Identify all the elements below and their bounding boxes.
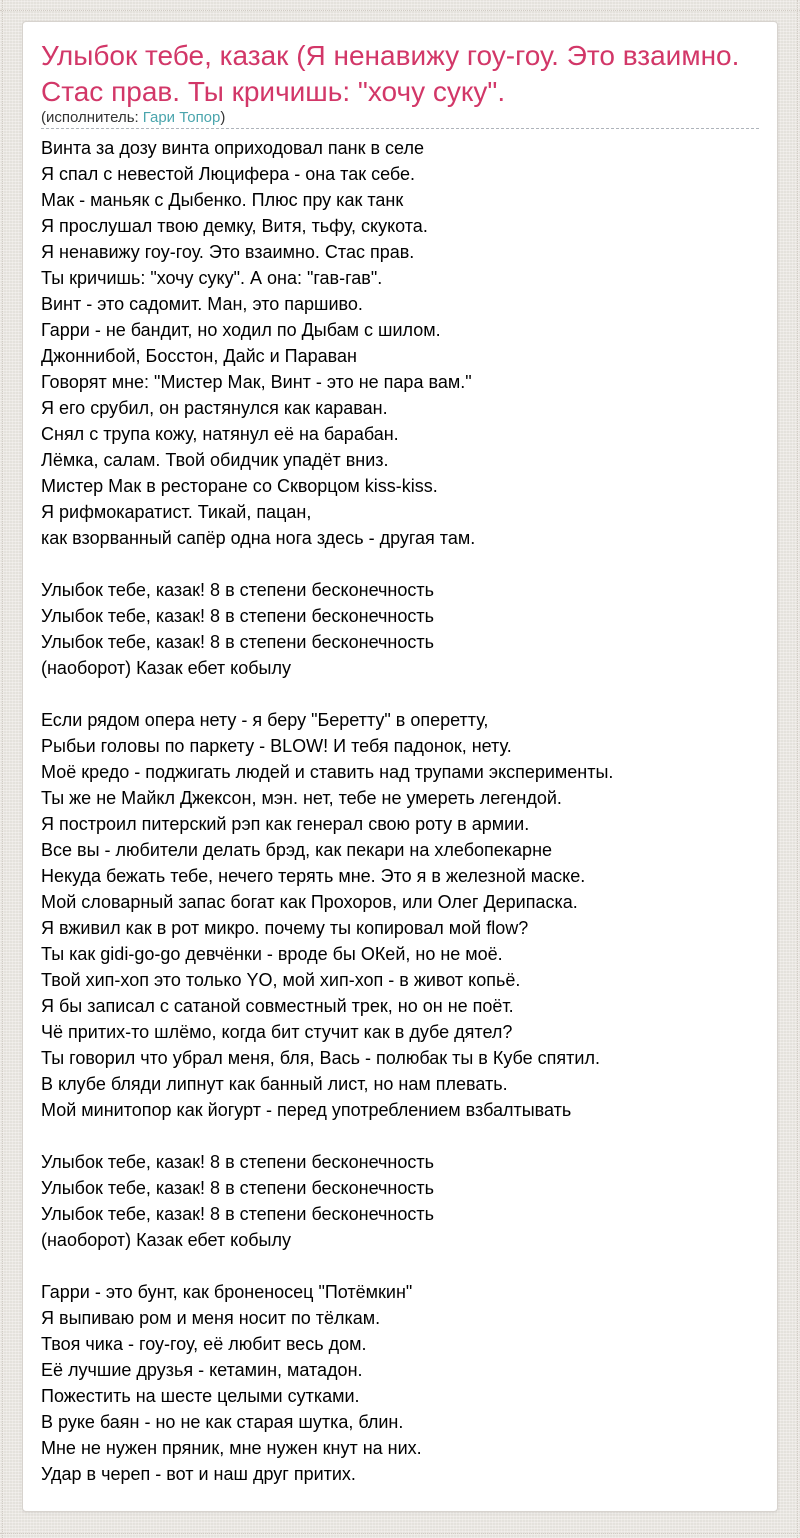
lyric-line: Лёмка, салам. Твой обидчик упадёт вниз. — [41, 450, 389, 470]
lyric-line: В руке баян - но не как старая шутка, блин. — [41, 1412, 404, 1432]
lyric-line: Винт - это садомит. Ман, это паршиво. — [41, 294, 363, 314]
lyric-line: Винта за дозу винта оприходовал панк в селе — [41, 138, 424, 158]
lyric-line: Гарри - не бандит, но ходил по Дыбам с шилом. — [41, 320, 441, 340]
lyric-line: Мне не нужен пряник, мне нужен кнут на них. — [41, 1438, 422, 1458]
lyric-line: Все вы - любители делать брэд, как пекари на хлебопекарне — [41, 840, 553, 860]
lyric-line: Я его срубил, он растянулся как караван. — [41, 398, 388, 418]
lyric-line: Некуда бежать тебе, нечего терять мне. Это я в железной маске. — [41, 866, 586, 886]
lyric-line: Мак - маньяк с Дыбенко. Плюс пру как танк — [41, 190, 404, 210]
lyric-line: Улыбок тебе, казак! 8 в степени бесконечность — [41, 606, 434, 626]
dashed-divider — [41, 128, 759, 129]
lyric-line: Твой хип-хоп это только YO, мой хип-хоп - в живот копьё. — [41, 970, 521, 990]
lyric-line: Если рядом опера нету - я беру "Беретту" в оперетту, — [41, 710, 489, 730]
lyric-line: Рыбьи головы по паркету - BLOW! И тебя падонок, нету. — [41, 736, 512, 756]
lyric-line: Ты кричишь: "хочу суку". А она: "гав-гав". — [41, 268, 383, 288]
lyric-line: Улыбок тебе, казак! 8 в степени бесконечность — [41, 580, 434, 600]
lyric-line: Я построил питерский рэп как генерал свою роту в армии. — [41, 814, 530, 834]
lyric-line: Я ненавижу гоу-гоу. Это взаимно. Стас прав. — [41, 242, 415, 262]
stanza — [41, 577, 759, 681]
lyric-line: Твоя чика - гоу-гоу, её любит весь дом. — [41, 1334, 367, 1354]
lyric-line: Удар в череп - вот и наш друг притих. — [41, 1464, 356, 1484]
artist-close-paren: ) — [220, 109, 226, 126]
lyric-line: Улыбок тебе, казак! 8 в степени бесконечность — [41, 1178, 434, 1198]
lyric-line: (наоборот) Казак ебет кобылу — [41, 658, 291, 678]
lyric-line: Ты говорил что убрал меня, бля, Вась - полюбак ты в Кубе спятил. — [41, 1048, 600, 1068]
lyrics-text — [41, 135, 759, 1487]
lyric-line: Я выпиваю ром и меня носит по тёлкам. — [41, 1308, 381, 1328]
song-title: Улыбок тебе, казак (Я ненавижу гоу-гоу. Это взаимно. Стас прав. Ты кричишь: "хочу суку". — [41, 40, 740, 107]
lyric-line: Чё притих-то шлёмо, когда бит стучит как в дубе дятел? — [41, 1022, 513, 1042]
lyric-line: Я прослушал твою демку, Витя, тьфу, скукота. — [41, 216, 428, 236]
background-right-dotted-line — [797, 0, 798, 1538]
lyric-line: Мистер Мак в ресторане со Скворцом kiss-kiss. — [41, 476, 438, 496]
background-bottom-dotted-line — [0, 1533, 800, 1534]
lyric-line: Говорят мне: "Мистер Мак, Винт - это не пара вам." — [41, 372, 472, 392]
stanza — [41, 135, 759, 551]
background-top-dotted-line — [0, 10, 800, 11]
lyric-line: Джоннибой, Босстон, Дайс и Параван — [41, 346, 357, 366]
artist-link[interactable]: Гари Топор — [142, 109, 221, 126]
background-left-dotted-line — [2, 0, 3, 1538]
lyric-line: Мой минитопор как йогурт - перед употреблением взбалтывать — [41, 1100, 572, 1120]
lyric-line: Я бы записал с сатаной совместный трек, но он не поёт. — [41, 996, 514, 1016]
lyric-line: (наоборот) Казак ебет кобылу — [41, 1230, 291, 1250]
lyric-line: Снял с трупа кожу, натянул её на барабан. — [41, 424, 399, 444]
lyric-line: Гарри - это бунт, как броненосец "Потёмкин" — [41, 1282, 413, 1302]
lyric-line: Улыбок тебе, казак! 8 в степени бесконечность — [41, 1204, 434, 1224]
lyric-line: Я рифмокаратист. Тикай, пацан, — [41, 502, 312, 522]
artist-line — [41, 110, 759, 126]
lyric-line: Улыбок тебе, казак! 8 в степени бесконечность — [41, 1152, 434, 1172]
lyrics-card — [22, 21, 778, 1512]
stanza — [41, 707, 759, 1123]
lyric-line: Улыбок тебе, казак! 8 в степени бесконечность — [41, 632, 434, 652]
lyric-line: Ты же не Майкл Джексон, мэн. нет, тебе не умереть легендой. — [41, 788, 562, 808]
lyric-line: Я спал с невестой Люцифера - она так себе. — [41, 164, 416, 184]
lyric-line: Её лучшие друзья - кетамин, матадон. — [41, 1360, 363, 1380]
artist-label: (исполнитель: — [41, 109, 139, 126]
lyric-line: Моё кредо - поджигать людей и ставить над трупами эксперименты. — [41, 762, 614, 782]
stanza — [41, 1149, 759, 1253]
lyric-line: Мой словарный запас богат как Прохоров, или Олег Дерипаска. — [41, 892, 578, 912]
lyric-line: Пожестить на шесте целыми сутками. — [41, 1386, 360, 1406]
lyric-line: Ты как gidi-go-go девчёнки - вроде бы ОКей, но не моё. — [41, 944, 503, 964]
stanza — [41, 1279, 759, 1487]
lyric-line: как взорванный сапёр одна нога здесь - другая там. — [41, 528, 476, 548]
lyric-line: Я вживил как в рот микро. почему ты копировал мой flow? — [41, 918, 529, 938]
lyric-line: В клубе бляди липнут как банный лист, но нам плевать. — [41, 1074, 508, 1094]
